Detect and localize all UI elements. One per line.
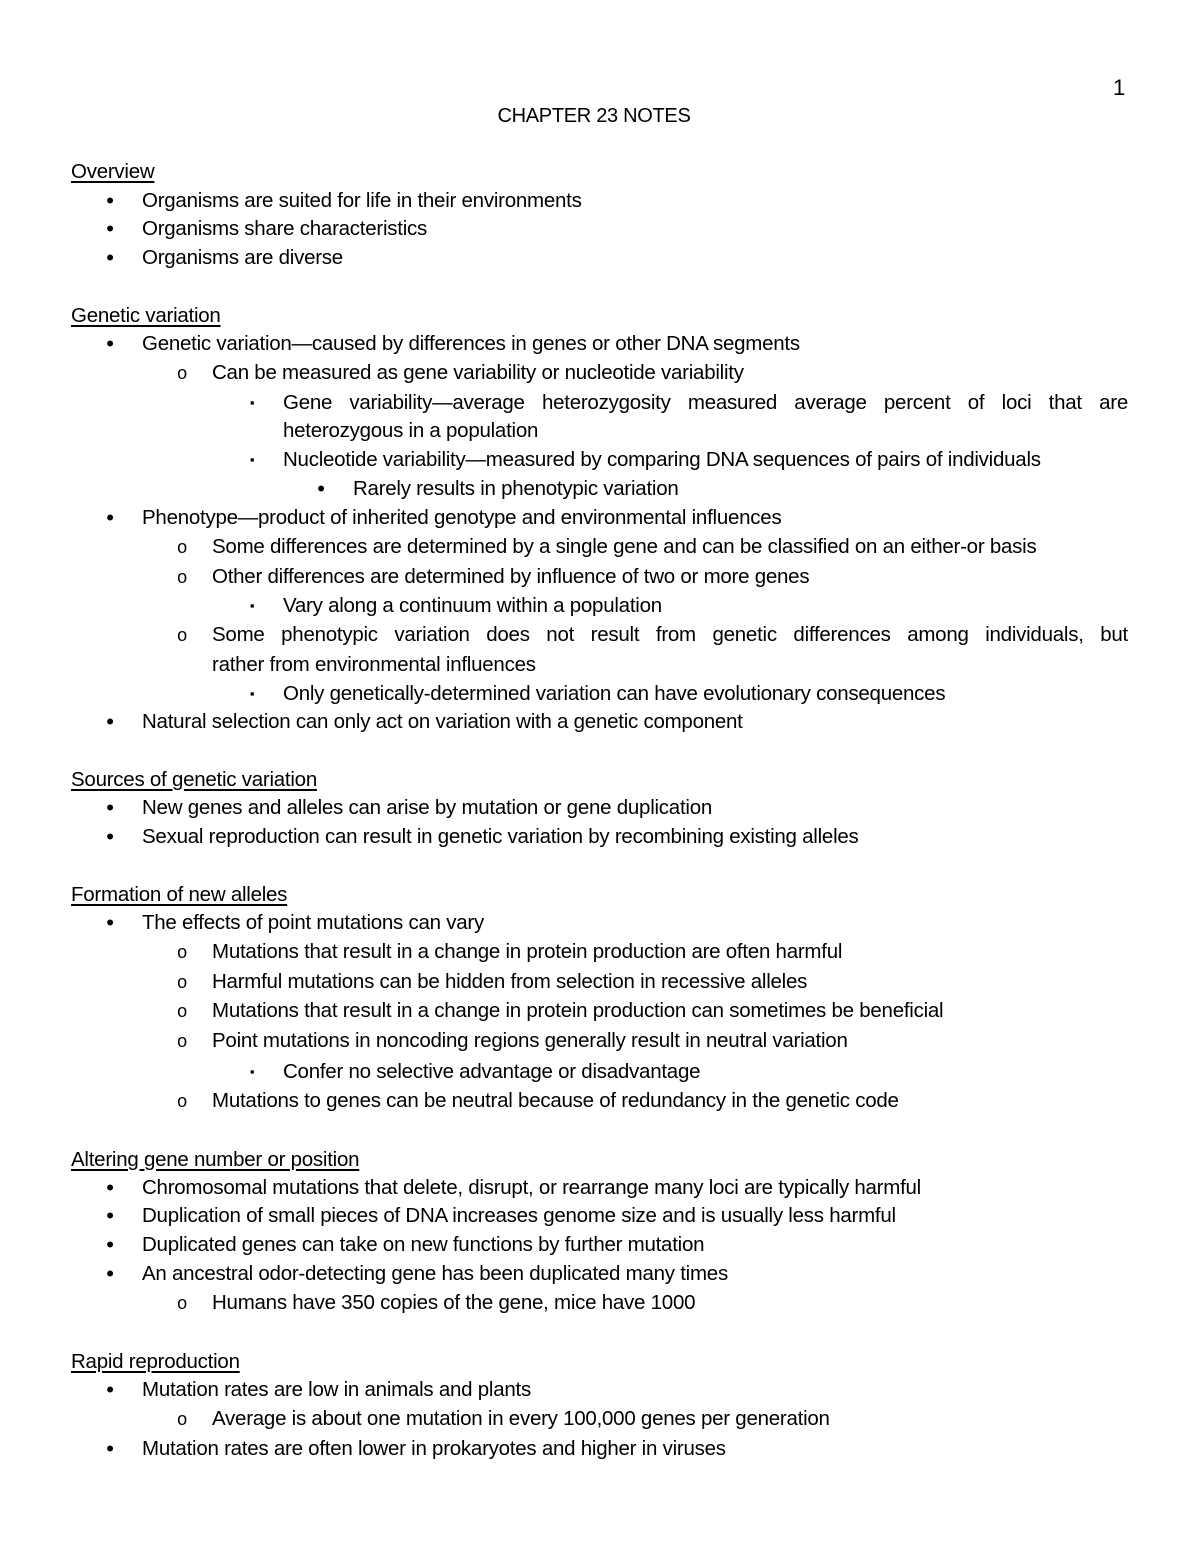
list-item-text: Mutations that result in a change in protein production are often harmful bbox=[212, 940, 843, 963]
list-item-text: Organisms are diverse bbox=[142, 246, 343, 269]
section-heading-genetic-variation: Genetic variation bbox=[71, 304, 221, 327]
square-bullet-icon: ▪ bbox=[249, 1064, 255, 1079]
list-item-text: The effects of point mutations can vary bbox=[142, 911, 484, 934]
list-item-text: Confer no selective advantage or disadvantage bbox=[283, 1060, 701, 1083]
list-item-text: Duplicated genes can take on new functions by further mutation bbox=[142, 1233, 705, 1256]
circle-bullet-icon: o bbox=[177, 1293, 187, 1313]
square-bullet-icon: ▪ bbox=[249, 395, 255, 410]
list-item-text: Some differences are determined by a single gene and can be classified on an either-or basis bbox=[212, 535, 1037, 558]
circle-bullet-icon: o bbox=[177, 1001, 187, 1021]
bullet-icon: • bbox=[106, 245, 114, 270]
square-bullet-icon: ▪ bbox=[249, 452, 255, 467]
bullet-icon: • bbox=[106, 331, 114, 356]
bullet-icon: • bbox=[106, 1175, 114, 1200]
section-heading-new-alleles: Formation of new alleles bbox=[71, 883, 288, 906]
list-item-text: Humans have 350 copies of the gene, mice have 1000 bbox=[212, 1291, 696, 1314]
list-item-text: Natural selection can only act on variation with a genetic component bbox=[142, 710, 743, 733]
list-item-text: Mutation rates are often lower in prokaryotes and higher in viruses bbox=[142, 1437, 726, 1460]
circle-bullet-icon: o bbox=[177, 363, 187, 383]
list-item-text: Vary along a continuum within a population bbox=[283, 594, 662, 617]
section-heading-sources: Sources of genetic variation bbox=[71, 768, 317, 791]
list-item-text: Chromosomal mutations that delete, disrupt, or rearrange many loci are typically harmful bbox=[142, 1176, 921, 1199]
list-item-text: Mutations to genes can be neutral because of redundancy in the genetic code bbox=[212, 1089, 899, 1112]
list-item-text: Mutation rates are low in animals and plants bbox=[142, 1378, 531, 1401]
list-item-text: Duplication of small pieces of DNA increases genome size and is usually less harmful bbox=[142, 1204, 896, 1227]
bullet-icon: • bbox=[106, 709, 114, 734]
list-item-text: Phenotype—product of inherited genotype and environmental influences bbox=[142, 506, 782, 529]
section-heading-altering: Altering gene number or position bbox=[71, 1148, 360, 1171]
bullet-icon: • bbox=[106, 1232, 114, 1257]
circle-bullet-icon: o bbox=[177, 625, 187, 645]
circle-bullet-icon: o bbox=[177, 1031, 187, 1051]
square-bullet-icon: ▪ bbox=[249, 686, 255, 701]
list-item-text: Point mutations in noncoding regions generally result in neutral variation bbox=[212, 1029, 848, 1052]
circle-bullet-icon: o bbox=[177, 567, 187, 587]
list-item-text: Can be measured as gene variability or nucleotide variability bbox=[212, 361, 744, 384]
list-item-text: Only genetically-determined variation can have evolutionary consequences bbox=[283, 682, 946, 705]
list-item-text: Mutations that result in a change in protein production can sometimes be beneficial bbox=[212, 999, 944, 1022]
bullet-icon: • bbox=[106, 795, 114, 820]
list-item-text: Harmful mutations can be hidden from selection in recessive alleles bbox=[212, 970, 808, 993]
circle-bullet-icon: o bbox=[177, 972, 187, 992]
list-item-text: Organisms are suited for life in their environments bbox=[142, 189, 582, 212]
circle-bullet-icon: o bbox=[177, 1409, 187, 1429]
bullet-icon: • bbox=[317, 476, 325, 501]
circle-bullet-icon: o bbox=[177, 942, 187, 962]
bullet-icon: • bbox=[106, 824, 114, 849]
list-item-text: Other differences are determined by influence of two or more genes bbox=[212, 565, 810, 588]
list-item-text: Average is about one mutation in every 100,000 genes per generation bbox=[212, 1407, 830, 1430]
list-item-text: Sexual reproduction can result in genetic variation by recombining existing alleles bbox=[142, 825, 859, 848]
page-number: 1 bbox=[1113, 75, 1126, 100]
circle-bullet-icon: o bbox=[177, 537, 187, 557]
list-item-text: Genetic variation—caused by differences in genes or other DNA segments bbox=[142, 332, 800, 355]
square-bullet-icon: ▪ bbox=[249, 598, 255, 613]
list-item-text: Rarely results in phenotypic variation bbox=[353, 477, 679, 500]
bullet-icon: • bbox=[106, 910, 114, 935]
section-heading-rapid-reproduction: Rapid reproduction bbox=[71, 1350, 240, 1373]
bullet-icon: • bbox=[106, 1261, 114, 1286]
list-item-text: Nucleotide variability—measured by comparing DNA sequences of pairs of individuals bbox=[283, 448, 1041, 471]
bullet-icon: • bbox=[106, 216, 114, 241]
bullet-icon: • bbox=[106, 1436, 114, 1461]
circle-bullet-icon: o bbox=[177, 1091, 187, 1111]
list-item-text: New genes and alleles can arise by mutation or gene duplication bbox=[142, 796, 713, 819]
section-heading-overview: Overview bbox=[71, 160, 155, 183]
list-item-text: Organisms share characteristics bbox=[142, 217, 428, 240]
bullet-icon: • bbox=[106, 188, 114, 213]
bullet-icon: • bbox=[106, 1377, 114, 1402]
list-item-text: rather from environmental influences bbox=[212, 653, 536, 676]
list-item-text: heterozygous in a population bbox=[283, 419, 539, 442]
document-title: CHAPTER 23 NOTES bbox=[497, 105, 691, 127]
list-item-text: Gene variability—average heterozygosity measured average percent of loci that are bbox=[283, 391, 1128, 414]
list-item-text: Some phenotypic variation does not result from genetic differences among individuals, but bbox=[212, 623, 1128, 646]
list-item-text: An ancestral odor-detecting gene has been duplicated many times bbox=[142, 1262, 728, 1285]
bullet-icon: • bbox=[106, 1203, 114, 1228]
bullet-icon: • bbox=[106, 505, 114, 530]
